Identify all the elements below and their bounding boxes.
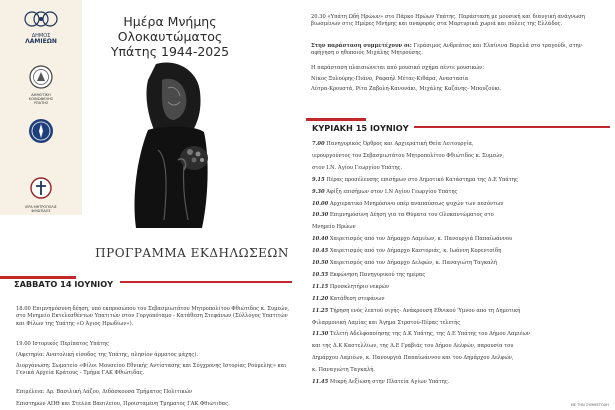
dimos-line2: ΛΑΜΙΕΩΝ [25, 38, 57, 46]
sunday-item [312, 331, 530, 338]
musicians-line1: Νίκος Ξυλούρης-Πιάνο, Ραφαήλ Μέτας-Κιθάρα, Αναστασία [311, 76, 469, 82]
iera-line2: ΦΘΙΩΤΙΔΟΣ [31, 208, 51, 213]
dimos-emblem-icon [24, 8, 58, 30]
koinofelis-logo [0, 64, 82, 105]
performance-participants [311, 43, 603, 58]
sunday-item-text: κ. Παναγιώτη Ταγκαλή. [312, 367, 376, 374]
sunday-item-text: Εκφώνηση Πανηγυρικού της ημέρας [328, 271, 426, 278]
sunday-item-time: 7.00 [312, 141, 325, 147]
sunday-item-text: Κατάθεση στεφάνων [328, 295, 385, 302]
saturday-item-2-text: 19.00 Ιστορικός Περίπατος Υπάτης [16, 341, 110, 347]
sunday-item-text: Χαιρετισμός από τον Δήμαρχο Καστοριάς, κ. Ιωάννη Κορεντσίδη [328, 248, 502, 255]
sunday-item-text: Πανηγυρικός Όρθρος και Αρχιερατική Θεία Λειτουργία, [324, 141, 474, 147]
koinofelis-line3: ΥΠΑΤΗΣ [33, 100, 49, 105]
sunday-item-time: 11.25 [312, 307, 329, 314]
saturday-item-6 [16, 401, 294, 410]
saturday-item-3-text: (Αφετηρία: Ανατολική είσοδος της Υπάτης, πλησίον άρματος μάχης). [16, 352, 198, 358]
sunday-item-time: 10.55 [312, 271, 329, 278]
saturday-item-6-text: Επιστημών ΑΠΘ και Στέλλα Βασιλείου, Προϊσταμένη Τμήματος ΓΑΚ Φθιώτιδας. [16, 401, 230, 407]
performance-item [311, 14, 603, 29]
performance-ensemble [311, 65, 603, 72]
sunday-item-text: Αρχιερατικό Μνημόσυνο υπέρ αναπαύσεως ψυχών των πεσόντων [328, 200, 504, 207]
sunday-item-time: 11.45 [312, 379, 329, 385]
performance-musicians-2 [311, 86, 603, 93]
blue-seal-logo [0, 118, 82, 148]
sunday-item-time: 10.00 [312, 200, 329, 207]
participants-text: Γεράσιμος Ανδρεάτος και Ελπίνινα Βαρελά στο τραγούδι, στην αφήγηση ο ηθοποιός Μιχάλης Μητρούσης. [311, 43, 582, 57]
saturday-item-1 [16, 306, 294, 328]
saturday-item-5-text: Επιμέλεια: Δρ. Βασιλική Λάζου, Διδάσκουσα Τμήματος Πολιτικών [16, 389, 193, 395]
sunday-item-text: Πέρας προσέλευσης επισήμων στο Δημοτικό Κατάστημα της Δ.Ε Υπάτης [324, 176, 518, 183]
sunday-item-text: Μνημείο Ηρώων [312, 224, 356, 231]
sunday-item-text: Τελετή Αδελφοποίησης της Δ.Κ Υπάτης, της Δ.Ε Υπάτης του Δήμου Λαμιέων [328, 331, 531, 338]
sunday-item-text: Επιμνημόσυνη Δέηση για τα Θύματα του Ολοκαυτώματος στο [328, 212, 494, 219]
dimos-line1: ΔΗΜΟΣ [31, 33, 51, 39]
koinofelis-line2: ΚΟΙΝΩΦΕΛΗΣ [28, 96, 54, 101]
sunday-item [312, 272, 425, 279]
logo-column [0, 0, 82, 215]
koinofelis-line1: ΔΗΜΟΤΙΚΗ [31, 93, 51, 97]
sunday-heading: ΚΥΡΙΑΚΗ 15 ΙΟΥΝΙΟΥ [312, 123, 409, 133]
mourning-statue-illustration [118, 60, 228, 230]
iera-mitropolis-emblem-icon [29, 176, 53, 202]
page-title [95, 14, 245, 59]
sunday-item-time: 11.30 [312, 331, 329, 338]
performance-text: 20.30 «Υπάτη Ωδή Ηρώων» στο Πάρκο Ηρώων Υπάτης. Παράσταση με μουσική και διαυγική ανάγνωση βιωσμένων στις Ημέρες Μνήμης και αναφοράς στα Μαρτυρικά χωριά και πόλεις της Ελλάδος. [311, 14, 585, 28]
programma-heading: ΠΡΟΓΡΑΜΜΑ ΕΚΔΗΛΩΣΕΩΝ [95, 246, 289, 260]
sunday-item-text: Αφίξη επισήμων στον Ι.Ν Αγίου Γεωργίου Υπάτης [324, 188, 458, 195]
sunday-accent-bar [306, 118, 366, 121]
sunday-item [312, 165, 402, 172]
sunday-item-text: στον Ι.Ν. Αγίου Γεωργίου Υπάτης. [312, 164, 403, 171]
sunday-item-text: και της Δ.Κ Καστελλίων, της Δ.Ε Γραβιάς του Δήμου Δελφών, παρουσία του [312, 343, 514, 350]
sunday-item [312, 189, 457, 196]
saturday-item-1-text: 18.00 Επιμνημόσυνη δέηση, υπό εκπροσώπου του Σεβασμιωτάτου Μητροπολίτου Φθιώτιδος κ. Συμεών, στο Μνημείο Εκτελεσθέντων Υπατιτών στον Γοργοπόταμο - Κατάθεση Στεφάνων (Σύλλογος Υπατιτών και Φίλων της Υπάτης «Ο Άγιος Ηρωδίων»). [16, 306, 290, 327]
sunday-item [312, 296, 385, 303]
participants-label: Στην παράσταση συμμετέχουν οι: [311, 43, 412, 49]
iera-mitropolis-logo [0, 176, 82, 213]
blue-seal-icon [28, 118, 54, 144]
ensemble-text: Η παράσταση πλαισιώνεται από μουσικό σχήμα πέντε μουσικών: [311, 65, 485, 71]
saturday-heading: ΣΑΒΒΑΤΟ 14 ΙΟΥΝΙΟΥ [14, 279, 114, 289]
sunday-item [312, 177, 518, 184]
title-line3: Υπάτης 1944-2025 [110, 44, 230, 59]
sunday-item [312, 343, 513, 350]
sunday-item-text: Προσκλητήριο νεκρών [328, 283, 390, 290]
sunday-item-time: 10.45 [312, 248, 329, 255]
sunday-item-time: 10.30 [312, 212, 329, 219]
sunday-item [312, 224, 356, 231]
sunday-item [312, 212, 494, 219]
sunday-item [312, 248, 501, 255]
sunday-item-time: 11.20 [312, 295, 329, 302]
sunday-item-time: 11.15 [312, 283, 329, 290]
sunday-item [312, 141, 474, 148]
sunday-item-text: Τήρηση ενός λεπτού σιγής- Ανάκρουση Εθνικού Ύμνου απο τη Δημοτική [328, 307, 521, 314]
sunday-item [312, 153, 504, 160]
sunday-item [312, 320, 460, 327]
saturday-item-3 [16, 352, 294, 359]
sunday-item [312, 308, 520, 315]
musicians-line2: Λύτρα-Κρουστά, Ρίτα Ζαβολή-Κανονάκι, Μιχάλης Καζάνης- Μπουζούκι. [311, 86, 502, 92]
performance-musicians-1 [311, 76, 603, 83]
sunday-item-time: 9.15 [312, 176, 325, 183]
title-line2: Ολοκαυτώματος [117, 29, 223, 44]
sunday-item-time: 10.40 [312, 236, 329, 243]
sunday-item-text: Χαιρετισμός από τον Δήμαρχο Λαμιέων, κ. Πανουργιά Παπαϊωάννου [328, 236, 513, 243]
sunday-item [312, 201, 503, 208]
dimos-lamieon-logo [0, 8, 82, 46]
saturday-item-4 [16, 363, 294, 378]
saturday-item-5 [16, 389, 294, 396]
saturday-rule [120, 281, 292, 283]
sunday-item-text: Χαιρετισμός από τον Δήμαρχο Δελφών, κ. Παναγιώτη Ταγκαλή [328, 260, 497, 266]
sunday-item-time: 9.30 [312, 188, 325, 195]
sunday-item [312, 379, 449, 386]
sunday-item-text: Μικρή Δεξίωση στην Πλατεία Αγίων Υπάτης. [328, 379, 450, 385]
saturday-item-4-text: Διοργάνωση: Σωματείο «Φίλοι Μουσείου Εθνικής Αντίστασης και Σύγχρονης Ιστορίας Ρούμελης» και Γενικά Αρχεία Κράτους - Τμήμα ΓΑΚ Φθιώτιδας. [16, 363, 287, 377]
sunday-item-text: ιερουργούντος του Σεβασμιωτάτου Μητροπολίτου Φθιώτιδος κ. Συμεών, [312, 152, 505, 159]
sunday-item-text: Φιλαρμονική Λαμίας και Άγημα Στρατού-Πέρας τελετής [312, 319, 461, 326]
sunday-item [312, 284, 389, 291]
iera-line1: ΙΕΡΑ ΜΗΤΡΟΠΟΛΙΣ [25, 205, 57, 209]
sunday-item [312, 367, 375, 374]
koinofelis-emblem-icon [28, 64, 54, 90]
title-line1: Ημέρα Μνήμης [123, 14, 217, 29]
sunday-item-text: Δημάρχου Λαμιέων, κ. Πανουργιά Παπαϊωάννου και του Δημάρχου Δελφών, [312, 355, 514, 362]
sunday-item [312, 260, 497, 267]
saturday-item-2 [16, 341, 294, 348]
sunday-rule [414, 126, 610, 128]
sunday-item-time: 10.50 [312, 260, 329, 266]
fineprint: ΜΕ ΤΗΝ ΣΥΜΜΕΤΟΧΗ [570, 403, 609, 407]
sunday-item [312, 236, 512, 243]
sunday-item [312, 355, 514, 362]
